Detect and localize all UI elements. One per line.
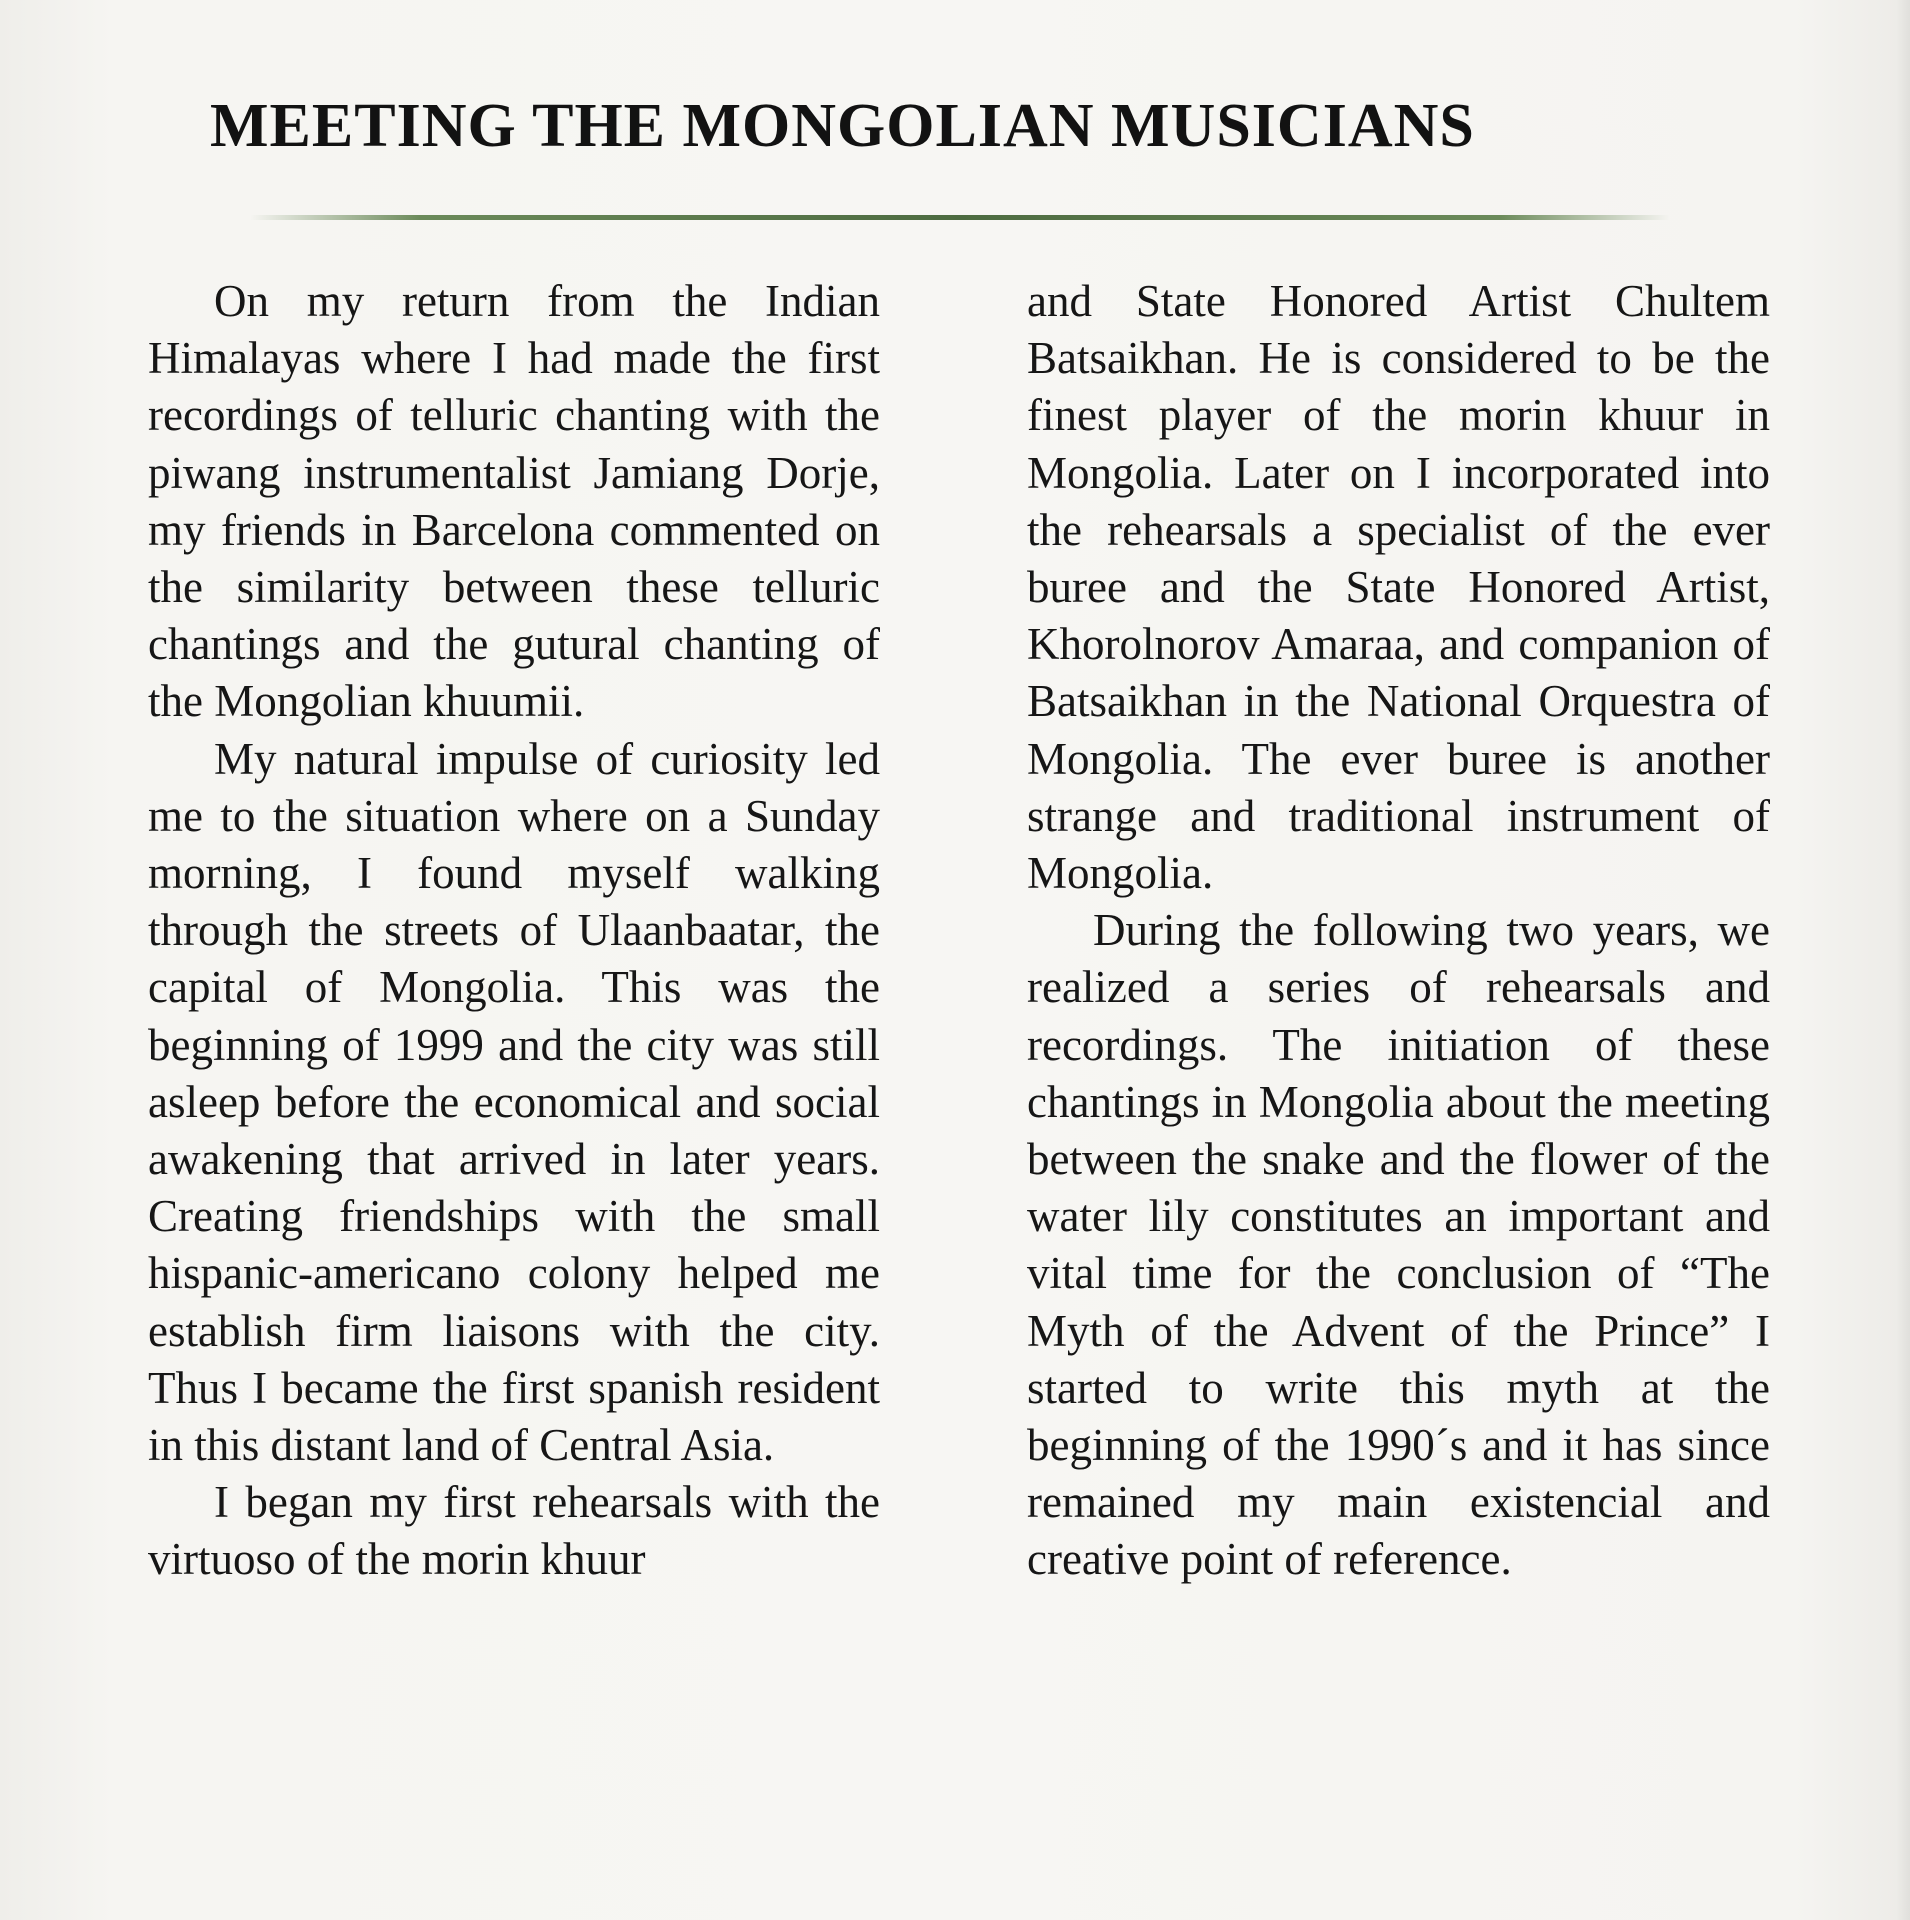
paragraph-4: During the following two years, we realized a series of rehearsals and recordings. The initiation of these chantings in Mongolia about the meeting between the snake and the flower of the water lily constitutes an important and vital time for the conclusion of “The Myth of the Advent of the Prince” I started to write this myth at the beginning of the 1990´s and it has since remained my main existencial and creative point of reference. <box>1027 905 1770 1585</box>
paragraph-3-continued: and State Honored Artist Chultem Batsaikhan. He is considered to be the finest player of the morin khuur in Mongolia. Later on I incorporated into the rehearsals a specialist of the ever buree and the State Honored Artist, Khorolnorov Amaraa, and companion of Batsaikhan in the National Orquestra of Mongolia. The ever buree is another strange and traditional instrument of Mongolia. <box>1027 276 1770 899</box>
page-title: MEETING THE MONGOLIAN MUSICIANS <box>210 92 1475 160</box>
text-column-left <box>148 273 880 1589</box>
paragraph-3: I began my first rehearsals with the virtuoso of the morin khuur <box>148 1477 880 1585</box>
text-column-right <box>1027 273 1770 1589</box>
paragraph-1: On my return from the Indian Himalayas where I had made the first recordings of telluric chanting with the piwang instrumentalist Jamiang Dorje, my friends in Barcelona commented on the similarity between these telluric chantings and the gutural chanting of the Mongolian khuumii. <box>148 276 880 727</box>
page-edge-shadow <box>1896 0 1910 1920</box>
title-divider <box>250 215 1670 220</box>
paragraph-2: My natural impulse of curiosity led me to the situation where on a Sunday morning, I found myself walking through the streets of Ulaanbaatar, the capital of Mongolia. This was the beginning of 1999 and the city was still asleep before the economical and social awakening that arrived in later years. Creating friendships with the small hispanic-americano colony helped me establish firm liaisons with the city. Thus I became the first spanish resident in this distant land of Central Asia. <box>148 733 880 1471</box>
